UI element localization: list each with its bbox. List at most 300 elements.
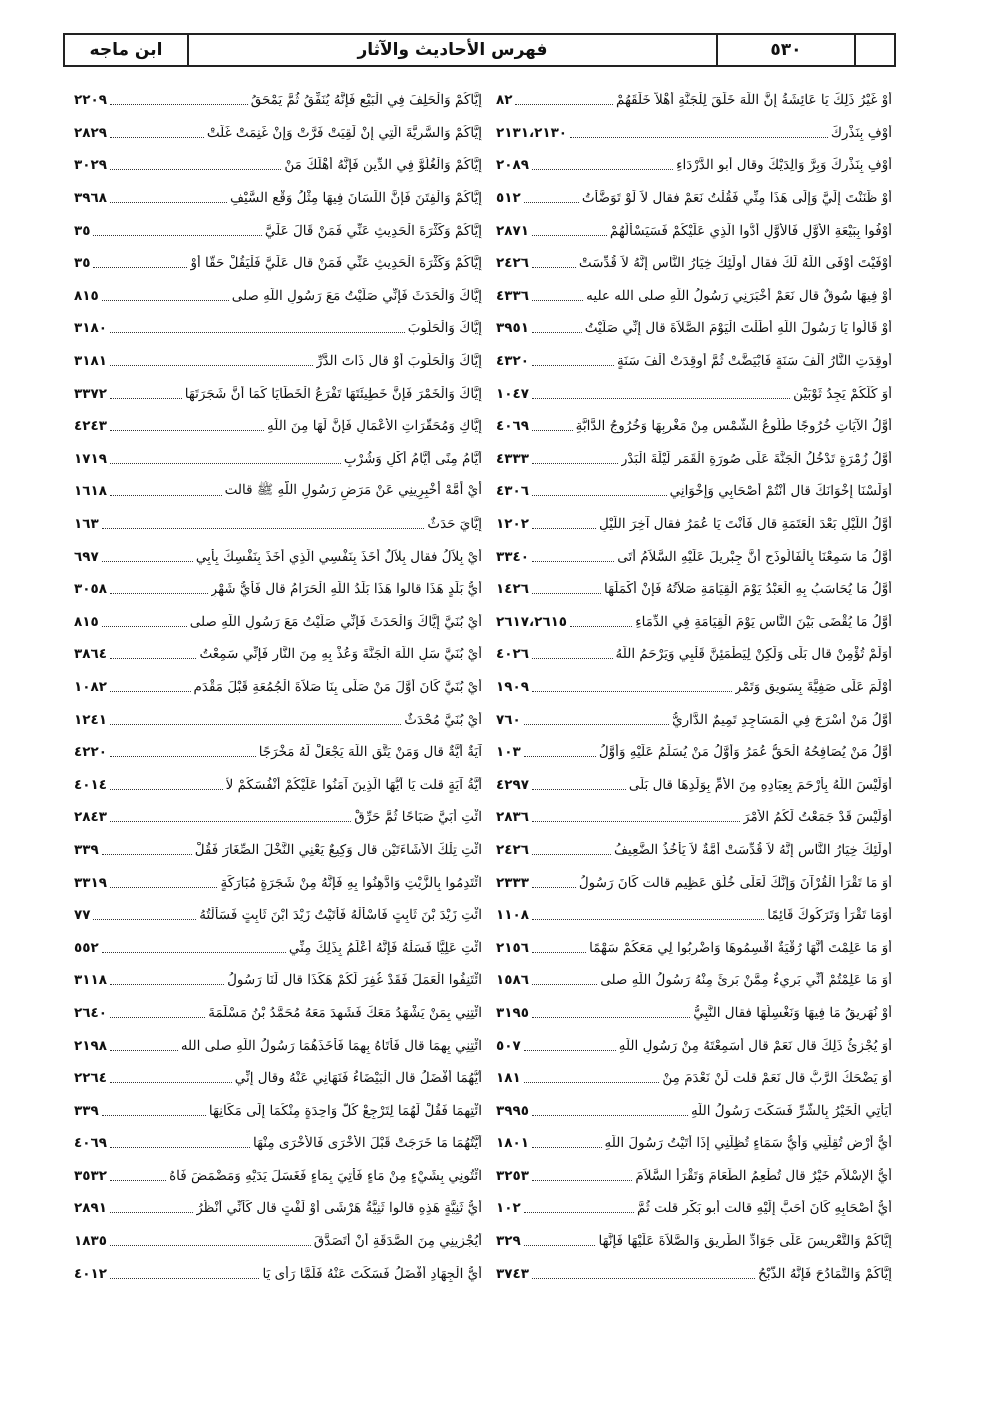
index-entry <box>496 410 892 443</box>
dot-leader <box>532 397 790 399</box>
dot-leader <box>110 331 405 333</box>
hadith-number: ٣٥ <box>74 255 91 272</box>
hadith-text: أَوَلَيْسَ اللَّهُ بِأَرْحَمَ بِعِبَادِهِ مِنَ الأُمِّ بِوَلَدِهَا قال بَلَى <box>628 776 892 793</box>
dot-leader <box>532 364 614 366</box>
index-entry <box>496 1094 892 1127</box>
hadith-number: ٧٦٠ <box>496 711 521 728</box>
index-entry <box>74 736 482 769</box>
hadith-text: أَوَّلُ زُمْرَةٍ تَدْخُلُ الْجَنَّةَ عَلَى صُورَةِ الْقَمَرِ لَيْلَةَ الْبَدْرِ <box>620 450 892 467</box>
hadith-text: أَوَ يَضْحَكُ الرَّبُّ قال نَعَمْ قلت لَنْ نَعْدَمَ مِنْ <box>662 1070 892 1087</box>
index-entry <box>496 1062 892 1095</box>
hadith-text: إِيَّاكُمْ وَكَثْرَةَ الْحَدِيثِ عَنِّي فَمَنْ قَالَ عَلَيَّ <box>264 222 482 239</box>
hadith-text: أَيَأْتِي الْخَيْرُ بِالشَّرِّ فَسَكَتَ رَسُولُ اللَّهِ <box>690 1102 892 1119</box>
page-header <box>63 33 896 67</box>
index-entry <box>74 1192 482 1225</box>
hadith-text: أَوْ غَيْرُ ذَلِكَ يَا عَائِشَةُ إِنَّ اللَّهَ خَلَقَ لِلْجَنَّةِ أَهْلاً خَلَقَهُمْ <box>615 92 892 109</box>
dot-leader <box>102 527 425 529</box>
index-entry <box>74 964 482 997</box>
hadith-number: ٣٣٩ <box>74 841 99 858</box>
hadith-text: إِيَّاكَ وَالْحَلُوبَ أَوْ قال ذَاتَ الدَّرِّ <box>315 353 482 370</box>
hadith-number: ٢٨٣٦ <box>496 809 529 826</box>
dot-leader <box>532 690 732 692</box>
hadith-number: ١٦١٨ <box>74 483 107 500</box>
dot-leader <box>110 429 264 431</box>
hadith-number: ٤٢٤٣ <box>74 418 107 435</box>
index-entry <box>74 1127 482 1160</box>
index-entry <box>74 703 482 736</box>
hadith-number: ٣٩٥١ <box>496 320 529 337</box>
index-entry <box>74 1257 482 1290</box>
dot-leader <box>110 168 281 170</box>
index-entry <box>74 834 482 867</box>
hadith-text: أَوَّلُ مَا سَمِعْنَا بِالْفَالُوذَجِ أَنَّ جِبْرِيلَ عَلَيْهِ السَّلاَمُ أَتَى <box>617 548 892 565</box>
hadith-number: ٤٢٩٧ <box>496 776 529 793</box>
dot-leader <box>532 951 586 953</box>
dot-leader <box>532 299 583 301</box>
index-entry <box>74 280 482 313</box>
hadith-number: ٣٧٤٣ <box>496 1265 529 1282</box>
hadith-number: ٣٣٩ <box>74 1102 99 1119</box>
index-entry <box>74 508 482 541</box>
dot-leader <box>532 494 667 496</box>
hadith-text: أَوَّلُ اللَّيْلِ بَعْدَ الْعَتَمَةِ قال فَأَنْتَ يَا عُمَرُ فقال آخِرَ اللَّيْلِ <box>599 516 892 533</box>
hadith-number: ٢٦١٧،٢٦١٥ <box>496 613 568 630</box>
dot-leader <box>524 201 579 203</box>
dot-leader <box>102 560 193 562</box>
hadith-number: ٨١٥ <box>74 287 99 304</box>
hadith-number: ١٨٠١ <box>496 1135 529 1152</box>
index-entry <box>496 964 892 997</box>
index-entry <box>496 768 892 801</box>
hadith-number: ١٨١ <box>496 1070 521 1087</box>
index-entry <box>496 84 892 117</box>
dot-leader <box>532 788 626 790</box>
hadith-number: ٢٦٤٠ <box>74 1004 107 1021</box>
hadith-text: أَيُّهُمَا أَفْضَلُ قال الْبَيْضَاءُ فَنَهَانِي عَنْهُ وقال إِنِّي <box>234 1070 482 1087</box>
hadith-text: أَيُّ أَرْضٍ تُقِلُّنِي وَأَيُّ سَمَاءٍ تُظِلُّنِي إِذَا أَتَيْتُ رَسُولَ اللَّهِ <box>604 1135 892 1152</box>
hadith-number: ٢٨٢٩ <box>74 124 107 141</box>
hadith-number: ٣١٨١ <box>74 353 107 370</box>
hadith-text: أَيْ أُمَّهْ أَخْبِرِينِي عَنْ مَرَضِ رَسُولِ اللَّهِ ﷺ قالت <box>224 482 482 499</box>
index-entry <box>496 931 892 964</box>
index-entry <box>496 606 892 639</box>
hadith-text: أَيَّامُ مِنًى أَيَّامُ أَكْلٍ وَشُرْبٍ <box>343 450 482 467</box>
hadith-number: ٤٣٢٠ <box>496 353 529 370</box>
hadith-number: ٣٩٩٥ <box>496 1102 529 1119</box>
hadith-text: أَيْ بُنَيَّ مُحْدَثٌ <box>404 711 482 728</box>
dot-leader <box>570 136 828 138</box>
hadith-number: ٥٠٧ <box>496 1037 521 1054</box>
dot-leader <box>110 723 401 725</box>
index-entry <box>74 1062 482 1095</box>
index-entry <box>74 768 482 801</box>
hadith-text: آيَةٌ أَيَّةٌ قال وَمَنْ يَتَّقِ اللَّهَ يَجْعَلْ لَهُ مَخْرَجًا <box>258 744 482 761</box>
hadith-number: ١٢٤١ <box>74 711 107 728</box>
dot-leader <box>110 103 248 105</box>
dot-leader <box>102 951 286 953</box>
hadith-text: أَيُجْزِينِي مِنَ الصَّدَقَةِ أَنْ أَتَصَدَّقَ <box>313 1233 482 1250</box>
dot-leader <box>102 1114 206 1116</box>
hadith-number: ٢١٥٦ <box>496 939 529 956</box>
index-entry <box>74 475 482 508</box>
index-entry <box>496 638 892 671</box>
hadith-number: ١٤٢٦ <box>496 581 529 598</box>
hadith-text: إِيَّايَ حَدَثٌ <box>427 516 482 533</box>
hadith-number: ٤٣٠٦ <box>496 483 529 500</box>
dot-leader <box>532 1016 690 1018</box>
dot-leader <box>93 918 196 920</box>
hadith-text: أَوَ كُلُّكُمْ يَجِدُ ثَوْبَيْنِ <box>793 385 892 402</box>
hadith-number: ١٠٨٢ <box>74 678 107 695</box>
hadith-text: إِيَّاكُمْ وَالسَّرِيَّةَ الَّتِي إِنْ لَقِيَتْ فَرَّتْ وَإِنْ غَنِمَتْ غَلَّتْ <box>206 124 482 141</box>
dot-leader <box>110 201 227 203</box>
hadith-text: أَيْ بِلاَلُ فقال بِلاَلٌ أَخَذَ بِنَفْسِي الَّذِي أَخَذَ بِنَفْسِكَ بِأَبِي <box>195 548 482 565</box>
index-entry <box>74 182 482 215</box>
index-entry <box>496 573 892 606</box>
hadith-number: ٢٨٩١ <box>74 1200 107 1217</box>
dot-leader <box>110 1277 259 1279</box>
index-entry <box>496 182 892 215</box>
hadith-number: ١١٠٨ <box>496 907 529 924</box>
hadith-number: ١٢٠٢ <box>496 516 529 533</box>
index-entry <box>74 1029 482 1062</box>
index-entry <box>496 703 892 736</box>
hadith-number: ٣٥ <box>74 222 91 239</box>
hadith-number: ٦٩٧ <box>74 548 99 565</box>
index-entry <box>74 899 482 932</box>
dot-leader <box>515 103 612 105</box>
hadith-text: أَوَّلُ مَا يُقْضَى بَيْنَ النَّاسِ يَوْمَ الْقِيَامَةِ فِي الدِّمَاءِ <box>635 613 892 630</box>
index-entry <box>496 997 892 1030</box>
index-entry <box>496 312 892 345</box>
index-entry <box>496 117 892 150</box>
hadith-text: ائْتَنِفُوا الْعَمَلَ فَقَدْ غُفِرَ لَكُمْ هَكَذَا قال لَنَا رَسُولُ <box>227 972 482 989</box>
dot-leader <box>110 494 222 496</box>
dot-leader <box>524 723 669 725</box>
dot-leader <box>532 462 618 464</box>
dot-leader <box>524 755 596 757</box>
hadith-number: ٢٢٦٤ <box>74 1070 107 1087</box>
hadith-number: ٣٠٥٨ <box>74 581 107 598</box>
dot-leader <box>532 1114 688 1116</box>
index-entry <box>74 443 482 476</box>
hadith-number: ٤٣٣٦ <box>496 287 529 304</box>
hadith-number: ١٥٨٦ <box>496 972 529 989</box>
hadith-text: إِيَّاكَ وَالْخَمْرَ فَإِنَّ خَطِيئَتَهَا تَفْرَعُ الْخَطَايَا كَمَا أَنَّ شَجَرَتَهَا <box>184 385 482 402</box>
index-entry <box>74 312 482 345</box>
hadith-number: ٣٩٦٨ <box>74 190 107 207</box>
index-entry <box>74 247 482 280</box>
dot-leader <box>570 625 632 627</box>
hadith-number: ٣٢٥٣ <box>496 1167 529 1184</box>
index-title: فهرس الأحاديث والآثار <box>187 35 716 65</box>
dot-leader <box>524 1244 596 1246</box>
dot-leader <box>524 1081 660 1083</box>
dot-leader <box>532 592 601 594</box>
hadith-number: ٢٠٨٩ <box>496 157 529 174</box>
index-entry <box>496 1160 892 1193</box>
dot-leader <box>532 1146 602 1148</box>
hadith-text: أَوَّلُ مَنْ يُصَافِحُهُ الْحَقُّ عُمَرُ وَأَوَّلُ مَنْ يُسَلِّمُ عَلَيْهِ وَأَوَّلُ <box>598 744 892 761</box>
index-entry <box>496 345 892 378</box>
hadith-number: ٢١٣١،٢١٣٠ <box>496 124 568 141</box>
dot-leader <box>532 331 582 333</box>
hadith-text: أَوَ مَا تَقْرَأُ الْقُرْآنَ وَإِنَّكَ لَعَلَى خُلُقٍ عَظِيمٍ قالت كَانَ رَسُولُ <box>578 874 892 891</box>
hadith-text: ائْتَدِمُوا بِالزَّيْتِ وَادَّهِنُوا بِهِ فَإِنَّهُ مِنْ شَجَرَةٍ مُبَارَكَةٍ <box>220 874 482 891</box>
index-entry <box>74 1160 482 1193</box>
index-column-left <box>74 84 482 1290</box>
hadith-text: أَوْفُوا بِبَيْعَةِ الأَوَّلِ فَالأَوَّلِ أَدُّوا الَّذِي عَلَيْكُمْ فَسَيَسْأَلُهُمْ <box>609 222 892 239</box>
dot-leader <box>110 755 256 757</box>
hadith-text: ائْتِ أُبَيَّ صَبَاحًا ثُمَّ حَرِّقْ <box>354 809 482 826</box>
index-entry <box>496 214 892 247</box>
hadith-text: إِيَّاكُمْ وَالْغُلُوَّ فِي الدِّينِ فَإِنَّهُ أَهْلَكَ مَنْ <box>284 157 482 174</box>
hadith-text: أَوَ مَا عَلِمْتَ أَنَّهَا رُقْيَةٌ اقْسِمُوهَا وَاضْرِبُوا لِي مَعَكُمْ سَهْمًا <box>589 939 892 956</box>
dot-leader <box>102 299 229 301</box>
dot-leader <box>110 788 223 790</box>
hadith-text: أَيْ بُنَيَّ إِيَّاكَ وَالْحَدَثَ فَإِنِّي صَلَّيْتُ مَعَ رَسُولِ اللَّهِ صلى <box>189 613 482 630</box>
index-entry <box>74 1225 482 1258</box>
hadith-number: ٣٨٦٤ <box>74 646 107 663</box>
hadith-number: ١٨٣٥ <box>74 1233 107 1250</box>
hadith-text: أَوْ ظَنَنْتَ إِلَيَّ وَإِلَى هَذَا مِنِّي فَقُلْتُ نَعَمْ فقال لاَ لَوْ تَوَضَّأْتُ <box>581 190 892 207</box>
hadith-number: ١٩٠٩ <box>496 678 529 695</box>
hadith-text: أَيُّ الْجِهَادِ أَفْضَلُ فَسَكَتَ عَنْهُ فَلَمَّا رَأَى يَا <box>262 1265 482 1282</box>
index-entry <box>74 931 482 964</box>
dot-leader <box>532 1179 632 1181</box>
hadith-number: ٤٠١٢ <box>74 1265 107 1282</box>
index-entry <box>496 443 892 476</box>
dot-leader <box>532 886 576 888</box>
dot-leader <box>110 136 204 138</box>
index-entry <box>74 149 482 182</box>
dot-leader <box>532 266 576 268</box>
hadith-text: أُوقِدَتِ النَّارُ أَلْفَ سَنَةٍ فَابْيَضَّتْ ثُمَّ أُوقِدَتْ أَلْفَ سَنَةٍ <box>617 353 892 370</box>
index-entry <box>74 84 482 117</box>
hadith-text: أَوْ قَالُوا يَا رَسُولَ اللَّهِ أَطَلْتَ الْيَوْمَ الصَّلاَةَ قال إِنِّي صَلَّيْتُ <box>584 320 892 337</box>
hadith-text: أَوَّلُ مَنْ أَسْرَجَ فِي الْمَسَاجِدِ تَمِيمٌ الدَّارِيُّ <box>672 711 892 728</box>
hadith-number: ٢٣٣٣ <box>496 874 529 891</box>
hadith-number: ١٠٣ <box>496 744 521 761</box>
hadith-text: أَيَّتُهُمَا مَا خَرَجَتْ قَبْلَ الأُخْرَى فَالأُخْرَى مِنْهَا <box>252 1135 482 1152</box>
dot-leader <box>110 657 197 659</box>
hadith-text: أُولَئِكَ خِيَارُ النَّاسِ إِنَّهُ لاَ قُدِّسَتْ أُمَّةٌ لاَ يَأْخُذُ الضَّعِيفُ <box>614 841 892 858</box>
hadith-number: ٤٠١٤ <box>74 776 107 793</box>
hadith-number: ٢١٩٨ <box>74 1037 107 1054</box>
hadith-number: ٤٠٦٩ <box>74 1135 107 1152</box>
hadith-number: ٧٧ <box>74 907 91 924</box>
index-entry <box>496 1225 892 1258</box>
hadith-text: أَوَمَا تَقْرَأُ وَتَرَكُوكَ قَائِمًا <box>767 907 892 924</box>
hadith-number: ٢٤٢٦ <box>496 255 529 272</box>
hadith-number: ١٠٤٧ <box>496 385 529 402</box>
index-entry <box>74 117 482 150</box>
hadith-text: ائْتِنِي بِمَنْ يَشْهَدُ مَعَكَ فَشَهِدَ مَعَهُ مُحَمَّدُ بْنُ مَسْلَمَةَ <box>208 1004 482 1021</box>
hadith-number: ٣٣١٩ <box>74 874 107 891</box>
dot-leader <box>110 364 313 366</box>
index-entry <box>74 997 482 1030</box>
hadith-text: أَوَّلُ الآيَاتِ خُرُوجًا طُلُوعُ الشَّمْسِ مِنْ مَغْرِبِهَا وَخُرُوجُ الدَّابَّةِ <box>575 418 892 435</box>
dot-leader <box>532 983 597 985</box>
hadith-text: إِيَّاكُمْ وَالتَّمَادُحَ فَإِنَّهُ الذَّبْحُ <box>758 1265 892 1282</box>
hadith-number: ٢٤٢٦ <box>496 841 529 858</box>
index-entry <box>74 606 482 639</box>
index-entry <box>496 866 892 899</box>
hadith-text: أَيُّ أَصْحَابِهِ كَانَ أَحَبَّ إِلَيْهِ قالت أبو بَكْرٍ قلت ثُمَّ <box>637 1200 892 1217</box>
dot-leader <box>532 527 596 529</box>
dot-leader <box>110 1049 178 1051</box>
index-entry <box>496 1029 892 1062</box>
hadith-number: ٣٢٩ <box>496 1233 521 1250</box>
hadith-text: أَوَّلُ مَا يُحَاسَبُ بِهِ الْعَبْدُ يَوْمَ الْقِيَامَةِ صَلاَتُهُ فَإِنْ أَكْمَلَهَا <box>604 581 892 598</box>
hadith-number: ٥٥٢ <box>74 939 99 956</box>
dot-leader <box>532 1277 755 1279</box>
hadith-number: ٤٠٢٦ <box>496 646 529 663</box>
dot-leader <box>110 690 191 692</box>
index-entry <box>496 508 892 541</box>
hadith-number: ١٠٢ <box>496 1200 521 1217</box>
index-entry <box>496 1257 892 1290</box>
index-entry <box>74 377 482 410</box>
hadith-text: إِيَّاكِ وَمُحَقَّرَاتِ الأَعْمَالِ فَإِنَّ لَهَا مِنَ اللَّهِ <box>267 418 482 435</box>
dot-leader <box>524 1211 634 1213</box>
hadith-text: إِيَّاكَ وَالْحَدَثَ فَإِنِّي صَلَّيْتُ مَعَ رَسُولِ اللَّهِ صلى <box>231 287 482 304</box>
hadith-number: ٢٨٧١ <box>496 222 529 239</box>
hadith-text: أَيُّ ثَنِيَّةٍ هَذِهِ قالوا ثَنِيَّةُ هَرْشَى أَوْ لَفْتٍ قال كَأَنِّي أَنْظُرُ <box>196 1200 482 1217</box>
hadith-number: ٨٢ <box>496 92 513 109</box>
hadith-number: ١٦٣ <box>74 516 99 533</box>
hadith-text: أَوْفَيْتَ أَوْفَى اللَّهُ لَكَ فقال أُولَئِكَ خِيَارُ النَّاسِ إِنَّهُ لاَ قُدِّسَتْ <box>578 255 892 272</box>
hadith-number: ٨١٥ <box>74 613 99 630</box>
index-entry <box>496 834 892 867</box>
index-entry <box>74 866 482 899</box>
dot-leader <box>110 1081 232 1083</box>
hadith-text: أَيَّةُ آيَةٍ قلت يَا أَيُّهَا الَّذِينَ آمَنُوا عَلَيْكُمْ أَنْفُسَكُمْ لاَ <box>225 776 482 793</box>
hadith-number: ٣٣٤٠ <box>496 548 529 565</box>
page-number: ٥٣٠ <box>716 35 854 65</box>
dot-leader <box>532 168 673 170</box>
index-entry <box>496 540 892 573</box>
hadith-text: أَوْفِ بِنَذْرِكَ <box>830 124 892 141</box>
dot-leader <box>93 266 187 268</box>
dot-leader <box>110 397 182 399</box>
hadith-number: ٣٣٧٢ <box>74 385 107 402</box>
hadith-text: ائْتِهِمَا فَقُلْ لَهُمَا لِتَرْجِعْ كُلُّ وَاحِدَةٍ مِنْكُمَا إِلَى مَكَانِهَا <box>208 1102 482 1119</box>
hadith-text: ائْتِ تِلْكَ الأَشَاءَتَيْنِ قال وَكِيعٌ يَعْنِي النَّخْلَ الصِّغَارَ فَقُلْ <box>194 841 482 858</box>
hadith-text: أَوَ مَا عَلِمْتُمْ أَنِّي بَرِيءٌ مِمَّنْ بَرِئَ مِنْهُ رَسُولُ اللَّهِ صلى <box>600 972 892 989</box>
hadith-text: أَوْفِ بِنَذْرِكَ وَبِرَّ وَالِدَيْكَ وقال أبو الدَّرْدَاءِ <box>676 157 892 174</box>
index-entry <box>496 475 892 508</box>
hadith-text: أَوَلَمْ تُؤْمِنْ قال بَلَى وَلَكِنْ لِيَطْمَئِنَّ قَلْبِي وَيَرْحَمُ اللَّهُ <box>615 646 892 663</box>
dot-leader <box>532 234 607 236</box>
index-column-right <box>496 84 892 1290</box>
index-entry <box>496 736 892 769</box>
hadith-number: ٣١٨٠ <box>74 320 107 337</box>
dot-leader <box>110 1146 250 1148</box>
dot-leader <box>532 657 613 659</box>
hadith-text: إِيَّاكُمْ وَالْفِتَنَ فَإِنَّ اللِّسَانَ فِيهَا مِثْلُ وَقْعِ السَّيْفِ <box>229 190 482 207</box>
index-entry <box>74 1094 482 1127</box>
hadith-text: ائْتِنِي بِهِمَا قال فَأَتَاهُ بِهِمَا فَأَخَذَهُمَا رَسُولُ اللَّهِ صلى الله <box>180 1037 482 1054</box>
dot-leader <box>110 1016 205 1018</box>
hadith-text: ائْتُونِي بِشَيْءٍ مِنْ مَاءٍ فَأُتِيَ بِمَاءٍ فَغَسَلَ يَدَيْهِ وَمَضْمَضَ فَاهُ <box>169 1167 482 1184</box>
index-entry <box>74 214 482 247</box>
index-entry <box>74 801 482 834</box>
index-entry <box>496 247 892 280</box>
index-entry <box>74 345 482 378</box>
dot-leader <box>102 625 187 627</box>
hadith-text: أَوَلَسْنَا إِخْوَانَكَ قال أَنْتُمْ أَصْحَابِي وَإِخْوَانِي <box>669 483 892 500</box>
hadith-number: ٢٨٤٣ <box>74 809 107 826</box>
index-entry <box>496 899 892 932</box>
index-entry <box>496 1192 892 1225</box>
book-name: ابن ماجه <box>89 40 163 60</box>
dot-leader <box>110 820 351 822</box>
index-entry <box>496 1127 892 1160</box>
index-entry <box>74 573 482 606</box>
dot-leader <box>93 234 261 236</box>
dot-leader <box>110 1211 193 1213</box>
hadith-text: إِيَّاكَ وَالْحَلُوبَ <box>407 320 482 337</box>
index-entry <box>74 540 482 573</box>
dot-leader <box>532 560 614 562</box>
dot-leader <box>532 918 764 920</box>
dot-leader <box>110 1179 166 1181</box>
hadith-text: إِيَّاكُمْ وَالْحَلِفَ فِي الْبَيْعِ فَإِنَّهُ يُنَفِّقُ ثُمَّ يَمْحَقُ <box>250 92 482 109</box>
hadith-number: ٣١١٨ <box>74 972 107 989</box>
dot-leader <box>110 983 224 985</box>
dot-leader <box>532 853 611 855</box>
dot-leader <box>110 886 218 888</box>
hadith-number: ٣١٩٥ <box>496 1004 529 1021</box>
dot-leader <box>524 1049 616 1051</box>
hadith-number: ٤٢٢٠ <box>74 744 107 761</box>
index-entry <box>496 280 892 313</box>
hadith-text: أَيُّ بَلَدٍ هَذَا قالوا هَذَا بَلَدُ اللَّهِ الْحَرَامُ قال فَأَيُّ شَهْرٍ <box>210 581 482 598</box>
hadith-number: ٣٥٣٢ <box>74 1167 107 1184</box>
index-entry <box>74 638 482 671</box>
dot-leader <box>102 853 192 855</box>
header-corner-cell <box>854 35 894 65</box>
dot-leader <box>532 820 740 822</box>
dot-leader <box>110 592 208 594</box>
hadith-text: أَيْ بُنَيَّ سَلِ اللَّهَ الْجَنَّةَ وَعُذْ بِهِ مِنَ النَّارِ فَإِنِّي سَمِعْتُ <box>199 646 482 663</box>
hadith-text: ائْتِ عَلِيًّا فَسَلْهُ فَإِنَّهُ أَعْلَمُ بِذَلِكَ مِنِّي <box>288 939 482 956</box>
hadith-text: أَوْ فِيهَا سُوقٌ قال نَعَمْ أَخْبَرَنِي رَسُولُ اللَّهِ صلى الله عليه <box>586 287 892 304</box>
hadith-number: ١٧١٩ <box>74 450 107 467</box>
hadith-text: أَيْ بُنَيَّ كَانَ أَوَّلَ مَنْ صَلَّى بِنَا صَلاَةَ الْجُمُعَةِ قَبْلَ مَقْدَمِ <box>193 678 482 695</box>
hadith-number: ٣٠٢٩ <box>74 157 107 174</box>
hadith-number: ٢٢٠٩ <box>74 92 107 109</box>
hadith-text: أَوْ نُهَرِيقُ مَا فِيهَا وَنَغْسِلُهَا فقال النَّبِيُّ <box>693 1004 892 1021</box>
hadith-text: أَيُّ الإِسْلاَمِ خَيْرٌ قال تُطْعِمُ الطَّعَامَ وَتَقْرَأُ السَّلاَمَ <box>635 1167 892 1184</box>
hadith-text: ائْتِ زَيْدَ بْنَ ثَابِتٍ فَاسْأَلْهُ فَأَتَيْتُ زَيْدَ ابْنَ ثَابِتٍ فَسَأَلْتُهُ <box>199 907 482 924</box>
index-entry <box>74 671 482 704</box>
hadith-number: ٤٣٣٣ <box>496 450 529 467</box>
hadith-text: إِيَّاكُمْ وَالتَّعْرِيسَ عَلَى جَوَادِّ الطَّرِيقِ وَالصَّلاَةَ عَلَيْهَا فَإِنَّهَا <box>598 1233 892 1250</box>
hadith-text: أَوَ يُجْزِئُ ذَلِكَ قال نَعَمْ قال أَسَمِعْتَهُ مِنْ رَسُولِ اللَّهِ <box>618 1037 892 1054</box>
index-entry <box>496 377 892 410</box>
hadith-number: ٥١٢ <box>496 190 521 207</box>
dot-leader <box>110 1244 311 1246</box>
hadith-text: إِيَّاكُمْ وَكَثْرَةَ الْحَدِيثِ عَنِّي فَمَنْ قال عَلَيَّ فَلْيَقُلْ حَقًّا أَوْ <box>190 255 482 272</box>
hadith-number: ٤٠٦٩ <box>496 418 529 435</box>
hadith-text: أَوَلَيْسَ قَدْ جَمَعْتُ لَكُمُ الأَمْرَ <box>743 809 892 826</box>
index-entry <box>74 410 482 443</box>
dot-leader <box>110 462 341 464</box>
index-entry <box>496 801 892 834</box>
index-entry <box>496 671 892 704</box>
